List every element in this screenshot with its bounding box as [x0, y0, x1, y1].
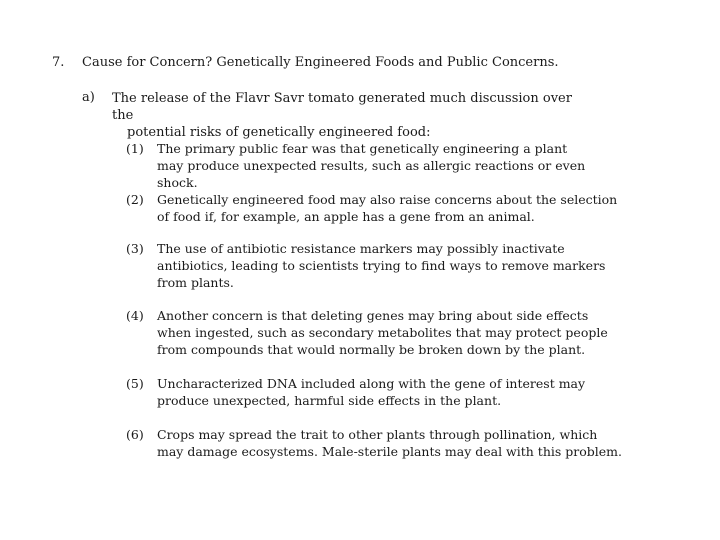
section-number: 7. [52, 55, 65, 70]
list-item [126, 426, 626, 460]
list-item-label: (2) [126, 192, 144, 207]
list-item-text: Another concern is that deleting genes may bring about side effects when ingested, such as secondary metabolites that may protect people from compounds that would normally be broken down by the plant. [157, 308, 608, 357]
list-item-text: Crops may spread the trait to other plants through pollination, which may damage ecosystems. Male-sterile plants may deal with this problem. [157, 427, 622, 459]
list-item [126, 240, 606, 291]
subsection-text-line1: The release of the Flavr Savr tomato generated much discussion over the [112, 91, 572, 123]
list-item [126, 307, 621, 358]
subsection-text [112, 90, 572, 141]
section-title: Cause for Concern? Genetically Engineered Foods and Public Concerns. [82, 55, 559, 70]
subsection-letter: a) [82, 90, 95, 105]
list-item-text: The primary public fear was that genetically engineering a plant may produce unexpected results, such as allergic reactions or even shock. [157, 141, 586, 190]
list-item-label: (1) [126, 141, 144, 156]
list-item [126, 375, 596, 409]
subsection-text-line2: potential risks of genetically engineered food: [127, 125, 431, 140]
list-item-text: The use of antibiotic resistance markers may possibly inactivate antibiotics, leading to scientists trying to find ways to remove markers from plants. [157, 241, 606, 290]
list-item-label: (5) [126, 376, 144, 391]
list-item [126, 140, 596, 191]
list-item-label: (3) [126, 241, 144, 256]
list-item-text: Genetically engineered food may also raise concerns about the selection of food if, for example, an apple has a gene from an animal. [157, 192, 618, 224]
list-item-label: (4) [126, 308, 144, 323]
list-item-label: (6) [126, 427, 144, 442]
list-item [126, 191, 626, 225]
list-item-text: Uncharacterized DNA included along with the gene of interest may produce unexpected, harmful side effects in the plant. [157, 376, 586, 408]
